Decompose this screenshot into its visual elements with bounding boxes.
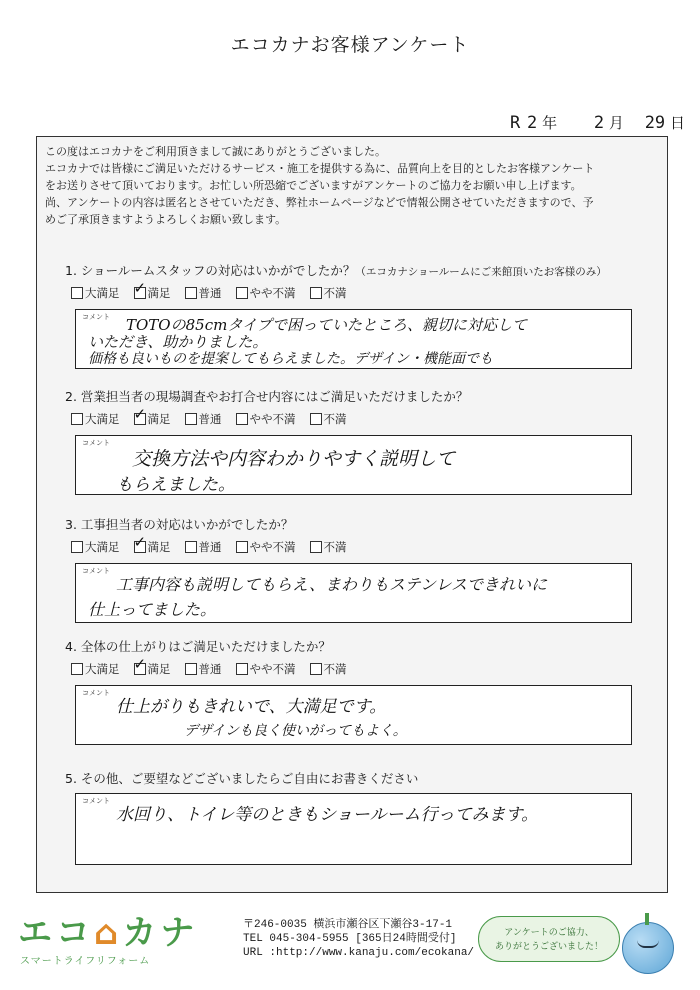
intro-text [45, 143, 659, 228]
option-label: 満足 [147, 662, 171, 676]
option-label: やや不満 [249, 662, 296, 676]
company-address [243, 918, 474, 960]
comment-line: いただき、助かりました。 [88, 333, 268, 351]
option-3[interactable] [236, 539, 296, 555]
date-month: 2 [593, 113, 605, 133]
bubble-line: ありがとうございました！ [494, 942, 603, 952]
comment-line: もらえました。 [116, 475, 235, 495]
intro-line: エコカナでは皆様にご満足いただけるサービス・施工を提供する為に、品質向上を目的としたお客様アンケート [45, 162, 595, 175]
option-label: 満足 [147, 412, 171, 426]
question-2-options [71, 409, 641, 429]
thanks-bubble [478, 916, 620, 962]
checkbox[interactable] [71, 541, 83, 553]
survey-form [36, 136, 668, 893]
option-label: 普通 [198, 286, 222, 300]
question-3-comment[interactable] [75, 563, 632, 623]
question-5-title: 5. その他、ご要望などございましたらご自由にお書きください [65, 771, 419, 786]
option-label: 大満足 [85, 412, 120, 426]
option-label: 満足 [147, 286, 171, 300]
option-label: 大満足 [85, 286, 120, 300]
comment-line: TOTOの85cmタイプで困っていたところ、親切に対応して [126, 316, 528, 334]
question-3 [61, 515, 641, 623]
checkbox[interactable] [310, 541, 322, 553]
comment-line: 工事内容も説明してもらえ、まわりもステンレスできれいに [116, 575, 547, 594]
option-3[interactable] [236, 411, 296, 427]
comment-label: コメント [82, 689, 110, 697]
option-0[interactable] [71, 661, 120, 677]
intro-line: この度はエコカナをご利用頂きまして誠にありがとうございました。 [45, 145, 386, 158]
question-1-note: （エコカナショールームにご来館頂いたお客様のみ） [355, 266, 607, 278]
option-2[interactable] [185, 411, 222, 427]
question-2-comment[interactable] [75, 435, 632, 495]
option-4[interactable] [310, 539, 347, 555]
option-label: 満足 [147, 540, 171, 554]
comment-line: デザインも良く使いがってもよく。 [184, 723, 407, 739]
option-label: 不満 [323, 286, 347, 300]
option-1[interactable] [134, 285, 171, 301]
logo-subtitle: スマートライフリフォーム [20, 956, 151, 967]
comment-label: コメント [82, 439, 110, 447]
option-3[interactable] [236, 661, 296, 677]
option-4[interactable] [310, 661, 347, 677]
question-3-title: 3. 工事担当者の対応はいかがでしたか？ [65, 517, 294, 532]
option-4[interactable] [310, 285, 347, 301]
date-era: R [510, 113, 521, 133]
checkbox[interactable] [236, 541, 248, 553]
comment-line: 価格も良いものを提案してもらえました。デザイン・機能面でも [88, 351, 494, 367]
page-title: エコカナお客様アンケート [230, 34, 470, 56]
phone-line: TEL 045-304-5955 [365日24時間受付] [243, 933, 457, 945]
checkbox[interactable] [185, 541, 197, 553]
comment-label: コメント [82, 567, 110, 575]
option-2[interactable] [185, 539, 222, 555]
url-line[interactable]: URL :http://www.kanaju.com/ecokana/ [243, 947, 475, 959]
intro-line: をお送りさせて頂いております。お忙しい所恐縮でございますがアンケートのご協力をお願い申し上げます。 [45, 179, 582, 192]
date-year: 2 [527, 113, 538, 133]
question-5-comment[interactable] [75, 793, 632, 865]
checkbox[interactable] [134, 541, 146, 553]
checkbox[interactable] [236, 663, 248, 675]
option-0[interactable] [71, 411, 120, 427]
checkbox[interactable] [134, 287, 146, 299]
question-2 [61, 387, 641, 495]
ecokana-logo [18, 914, 218, 967]
checkbox[interactable] [185, 663, 197, 675]
date-year-unit: 年 [542, 114, 558, 132]
question-1 [61, 261, 641, 369]
option-label: 不満 [323, 540, 347, 554]
option-label: 普通 [198, 412, 222, 426]
option-3[interactable] [236, 285, 296, 301]
question-3-options [71, 537, 641, 557]
option-label: 普通 [198, 540, 222, 554]
option-label: 大満足 [85, 662, 120, 676]
option-label: 不満 [323, 662, 347, 676]
option-4[interactable] [310, 411, 347, 427]
checkbox[interactable] [71, 287, 83, 299]
checkbox[interactable] [71, 663, 83, 675]
date-month-unit: 月 [608, 114, 624, 132]
option-label: やや不満 [249, 286, 296, 300]
option-label: やや不満 [249, 412, 296, 426]
checkbox[interactable] [134, 663, 146, 675]
question-2-title: 2. 営業担当者の現場調査やお打合せ内容にはご満足いただけましたか？ [65, 389, 469, 404]
address-line: 〒246-0035 横浜市瀬谷区下瀬谷3-17-1 [243, 919, 453, 931]
question-4-title: 4. 全体の仕上がりはご満足いただけましたか？ [65, 639, 331, 654]
checkbox[interactable] [310, 413, 322, 425]
intro-line: めご了承頂きますようよろしくお願い致します。 [45, 213, 287, 226]
option-2[interactable] [185, 285, 222, 301]
option-1[interactable] [134, 411, 171, 427]
checkbox[interactable] [185, 413, 197, 425]
question-4-options [71, 659, 641, 679]
checkbox[interactable] [185, 287, 197, 299]
checkbox[interactable] [71, 413, 83, 425]
date-field [508, 112, 685, 133]
option-0[interactable] [71, 285, 120, 301]
comment-line: 仕上ってました。 [88, 600, 217, 619]
question-1-title: 1. ショールームスタッフの対応はいかがでしたか？ [65, 263, 356, 278]
option-1[interactable] [134, 661, 171, 677]
checkbox[interactable] [310, 663, 322, 675]
house-icon: ⌂ [94, 913, 123, 953]
comment-line: 交換方法や内容わかりやすく説明して [132, 448, 456, 470]
checkbox[interactable] [310, 287, 322, 299]
comment-label: コメント [82, 797, 110, 805]
question-4 [61, 637, 641, 745]
earth-mascot-icon [622, 922, 674, 974]
comment-label: コメント [82, 313, 110, 321]
comment-line: 水回り、トイレ等のときもショールーム行ってみます。 [116, 805, 539, 825]
option-label: やや不満 [249, 540, 296, 554]
checkbox[interactable] [236, 287, 248, 299]
option-1[interactable] [134, 539, 171, 555]
question-4-comment[interactable] [75, 685, 632, 745]
logo-text-b: カナ [122, 913, 199, 953]
logo-text-a: エコ [18, 913, 94, 953]
option-0[interactable] [71, 539, 120, 555]
date-day: 29 [644, 113, 666, 133]
option-label: 普通 [198, 662, 222, 676]
intro-line: 尚、アンケートの内容は匿名とさせていただき、弊社ホームページなどで情報公開させていただきますので、予 [45, 196, 594, 209]
option-2[interactable] [185, 661, 222, 677]
bubble-line: アンケートのご協力、 [504, 928, 594, 938]
footer [0, 904, 700, 990]
question-1-options [71, 283, 641, 303]
option-label: 大満足 [85, 540, 120, 554]
date-day-unit: 日 [669, 114, 685, 132]
comment-line: 仕上がりもきれいで、大満足です。 [116, 697, 387, 717]
checkbox[interactable] [236, 413, 248, 425]
option-label: 不満 [323, 412, 347, 426]
checkbox[interactable] [134, 413, 146, 425]
question-1-comment[interactable] [75, 309, 632, 369]
question-5 [61, 769, 641, 865]
